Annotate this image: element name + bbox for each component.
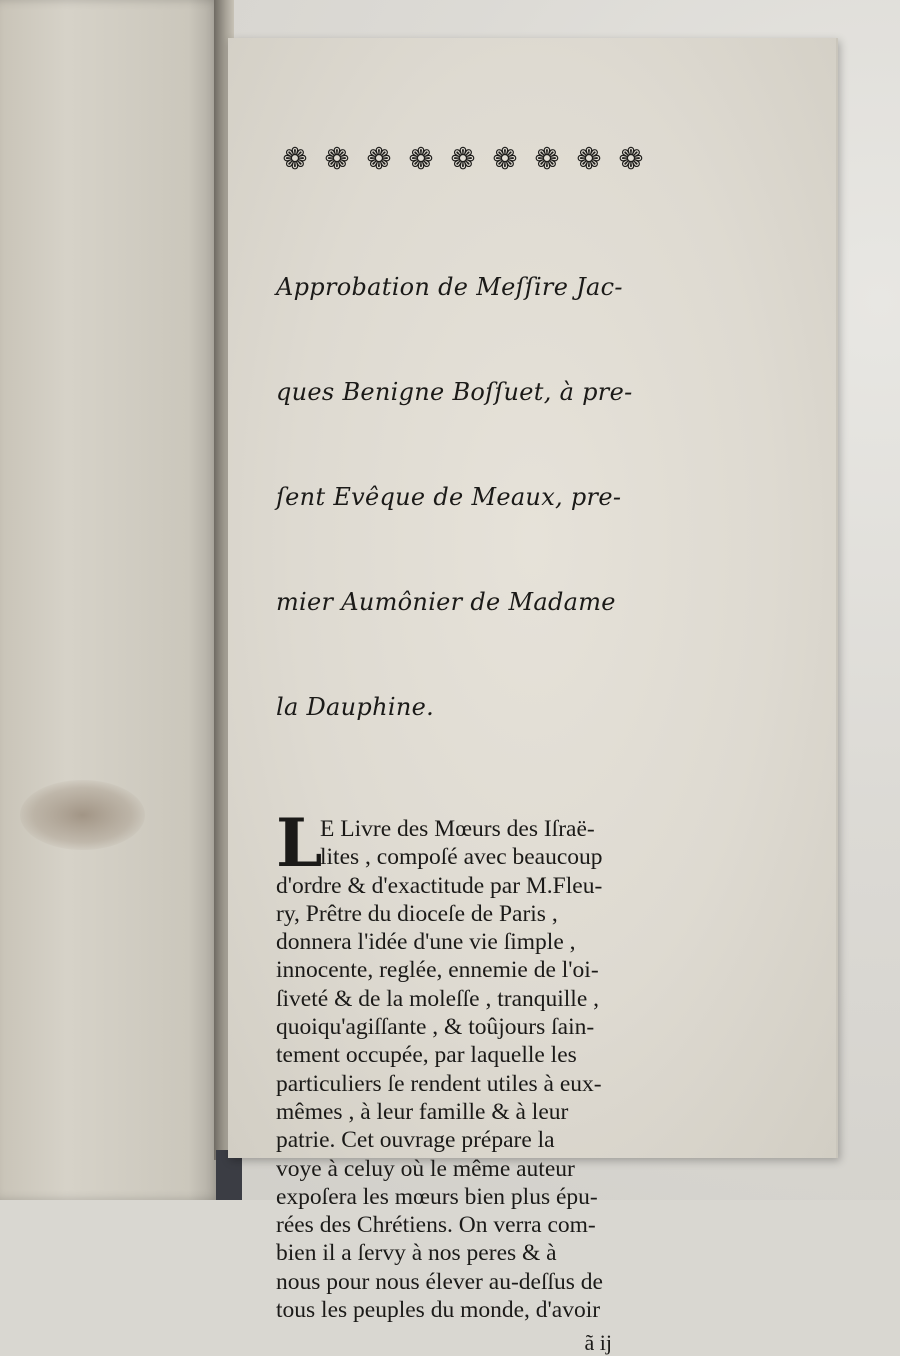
heading-line: mier Aumônier de Madame: [276, 588, 616, 616]
body-line: ſiveté & de la moleſſe , tranquille ,: [276, 985, 600, 1012]
body-line: bien il a ſervy à nos peres & à: [276, 1240, 557, 1267]
left-page: [0, 0, 222, 1200]
body-line: quoiqu'agiſſante , & toûjours ſain-: [276, 1014, 595, 1041]
body-line: mêmes , à leur famille & à leur: [276, 1098, 569, 1125]
body-line: donnera l'idée d'une vie ſimple ,: [276, 929, 576, 956]
signature-mark: ã ij: [584, 1330, 612, 1356]
body-line: d'ordre & d'exactitude par M.Fleu-: [276, 872, 603, 899]
fleuron-icon: ❁: [618, 142, 644, 177]
body-line: particuliers ſe rendent utiles à eux-: [276, 1070, 602, 1097]
fleuron-icon: ❁: [324, 142, 350, 177]
headpiece-ornament: [278, 138, 648, 182]
right-page: [228, 38, 838, 1356]
page-content: [276, 138, 654, 1356]
body-line: innocente, reglée, ennemie de l'oi-: [276, 957, 599, 984]
body-line: nous pour nous élever au-deſſus de: [276, 1268, 603, 1295]
body-line: tement occupée, par laquelle les: [276, 1042, 577, 1069]
body-line: tous les peuples du monde, d'avoir: [276, 1297, 601, 1324]
drop-capital: L: [276, 804, 323, 882]
heading-line: la Dauphine.: [276, 693, 435, 721]
heading-line: Approbation de Meſſire Jac-: [276, 273, 623, 301]
fleuron-icon: ❁: [282, 142, 308, 177]
body-line: E Livre des Mœurs des Iſraë-: [320, 816, 595, 842]
approbation-heading: [276, 200, 656, 795]
body-line: expoſera les mœurs bien plus épu-: [276, 1183, 598, 1210]
body-line: rées des Chrétiens. On verra com-: [276, 1212, 596, 1239]
heading-line: ſent Evêque de Meaux, pre-: [276, 483, 622, 511]
body-line: patrie. Cet ouvrage prépare la: [276, 1127, 555, 1154]
fleuron-icon: ❁: [492, 142, 518, 177]
approbation-body: [276, 804, 654, 1324]
fleuron-icon: ❁: [450, 142, 476, 177]
page-stain: [20, 780, 145, 850]
body-line: lites , compoſé avec beaucoup: [320, 844, 603, 871]
fleuron-icon: ❁: [366, 142, 392, 177]
body-line: ry, Prêtre du dioceſe de Paris ,: [276, 900, 558, 927]
fleuron-icon: ❁: [408, 142, 434, 177]
heading-line: ques Benigne Boſſuet, à pre-: [276, 378, 633, 406]
body-line: voye à celuy où le même auteur: [276, 1155, 575, 1182]
fleuron-icon: ❁: [576, 142, 602, 177]
fleuron-icon: ❁: [534, 142, 560, 177]
